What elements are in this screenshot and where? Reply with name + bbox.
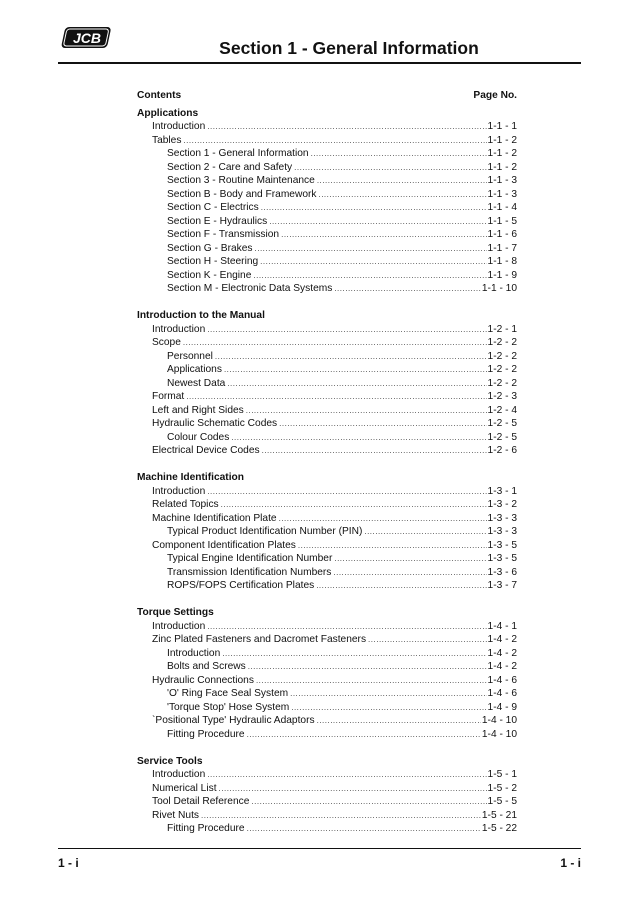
toc-entry-label: Section B - Body and Framework xyxy=(167,188,317,200)
toc-section-title: Service Tools xyxy=(137,755,203,767)
dot-leader xyxy=(186,390,486,404)
dot-leader xyxy=(317,714,481,728)
toc-section-title: Introduction to the Manual xyxy=(137,310,265,321)
toc-entry[interactable] xyxy=(137,620,517,634)
toc-entry[interactable] xyxy=(137,485,517,499)
toc-entry-page: 1-2 - 4 xyxy=(487,404,517,416)
toc-entry[interactable] xyxy=(137,377,517,391)
toc-entry-label: Colour Codes xyxy=(167,431,230,443)
toc-entry-label: Hydraulic Schematic Codes xyxy=(152,418,278,429)
toc-entry-label: Zinc Plated Fasteners and Dacromet Fasteners xyxy=(152,634,367,645)
toc-entry-label: Section F - Transmission xyxy=(167,229,280,240)
dot-leader xyxy=(281,228,486,242)
toc-entry-label: Hydraulic Connections xyxy=(152,674,254,686)
dot-leader xyxy=(224,363,487,377)
toc-section xyxy=(137,606,517,741)
toc-entry[interactable] xyxy=(137,809,517,823)
toc-entry-page: 1-1 - 6 xyxy=(487,229,517,240)
toc-entry-label: Section G - Brakes xyxy=(167,242,253,254)
toc-entry-label: Scope xyxy=(152,337,181,348)
toc-entry-page: 1-1 - 2 xyxy=(487,134,517,146)
toc-entry-label: Numerical List xyxy=(152,782,217,794)
toc-entry[interactable] xyxy=(137,579,517,593)
toc-entry-page: 1-5 - 2 xyxy=(487,782,517,794)
toc-entry-page: 1-4 - 10 xyxy=(481,715,517,726)
toc-entry-page: 1-4 - 6 xyxy=(487,674,517,686)
toc-entry-page: 1-2 - 2 xyxy=(487,350,517,362)
toc-entry[interactable] xyxy=(137,431,517,445)
dot-leader xyxy=(207,120,486,134)
dot-leader xyxy=(207,485,486,499)
toc-entry-page: 1-1 - 2 xyxy=(487,161,517,173)
dot-leader xyxy=(364,525,486,539)
toc-entry-page: 1-4 - 2 xyxy=(487,647,517,659)
toc-entry-label: Section K - Engine xyxy=(167,269,252,281)
dot-leader xyxy=(222,647,486,661)
toc-entry[interactable] xyxy=(137,134,517,148)
toc-entry-page: 1-3 - 1 xyxy=(487,485,517,497)
dot-leader xyxy=(251,795,486,809)
dot-leader xyxy=(262,444,487,458)
footer-page-left: 1 - i xyxy=(58,856,79,870)
toc-entry-page: 1-4 - 1 xyxy=(487,620,517,632)
dot-leader xyxy=(269,215,486,229)
toc-entry-label: Bolts and Screws xyxy=(167,661,246,672)
toc-entry-page: 1-4 - 9 xyxy=(487,701,517,713)
toc-entry[interactable] xyxy=(137,498,517,512)
toc-entry-page: 1-2 - 2 xyxy=(487,377,517,389)
footer-page-right: 1 - i xyxy=(560,856,581,870)
toc-entry-page: 1-5 - 22 xyxy=(481,823,517,834)
toc-entry-label: 'Torque Stop' Hose System xyxy=(167,701,290,713)
dot-leader xyxy=(294,161,486,175)
page-title: Section 1 - General Information xyxy=(219,38,479,58)
dot-leader xyxy=(183,134,486,148)
toc-entry-label: Electrical Device Codes xyxy=(152,445,260,456)
dot-leader xyxy=(316,579,486,593)
toc-entry-page: 1-1 - 5 xyxy=(487,215,517,227)
toc-entry-label: Introduction xyxy=(152,769,206,780)
toc-entry-page: 1-2 - 5 xyxy=(487,431,517,443)
toc-entry-label: Fitting Procedure xyxy=(167,728,245,740)
toc-sections xyxy=(137,107,517,836)
page-number-label: Page No. xyxy=(473,90,517,101)
dot-leader xyxy=(317,174,487,188)
dot-leader xyxy=(256,674,487,688)
toc-entry-page: 1-3 - 5 xyxy=(487,539,517,551)
toc-entry-page: 1-1 - 2 xyxy=(487,148,517,159)
dot-leader xyxy=(334,282,481,296)
toc-entry[interactable] xyxy=(137,363,517,377)
toc-section xyxy=(137,755,517,836)
toc-entry[interactable] xyxy=(137,687,517,701)
toc-entry-page: 1-2 - 2 xyxy=(487,337,517,348)
dot-leader xyxy=(253,269,486,283)
toc-entry[interactable] xyxy=(137,282,517,296)
dot-leader xyxy=(311,147,487,161)
toc-entry[interactable] xyxy=(137,512,517,526)
toc-entry[interactable] xyxy=(137,525,517,539)
table-of-contents xyxy=(137,89,517,849)
toc-entry-page: 1-1 - 9 xyxy=(487,269,517,281)
toc-entry-label: Format xyxy=(152,391,185,402)
toc-entry[interactable] xyxy=(137,566,517,580)
toc-entry[interactable] xyxy=(137,539,517,553)
toc-entry-label: Tables xyxy=(152,134,182,146)
toc-entry[interactable] xyxy=(137,822,517,836)
dot-leader xyxy=(279,417,486,431)
toc-entry[interactable] xyxy=(137,390,517,404)
toc-entry-label: Typical Product Identification Number (PIN) xyxy=(167,526,363,537)
toc-entry-page: 1-4 - 6 xyxy=(487,688,517,699)
toc-entry[interactable] xyxy=(137,323,517,337)
toc-section xyxy=(137,471,517,593)
toc-entry-label: Introduction xyxy=(152,323,206,335)
toc-entry-page: 1-3 - 3 xyxy=(487,512,517,524)
toc-entry[interactable] xyxy=(137,350,517,364)
toc-entry[interactable] xyxy=(137,552,517,566)
dot-leader xyxy=(246,404,487,418)
toc-entry-page: 1-1 - 8 xyxy=(487,256,517,267)
toc-entry[interactable] xyxy=(137,147,517,161)
dot-leader xyxy=(227,377,486,391)
toc-entry-label: Introduction xyxy=(152,620,206,632)
toc-entry-label: Fitting Procedure xyxy=(167,823,245,834)
toc-entry[interactable] xyxy=(137,188,517,202)
dot-leader xyxy=(201,809,481,823)
toc-entry-page: 1-1 - 10 xyxy=(481,283,517,294)
toc-entry-page: 1-4 - 2 xyxy=(487,634,517,645)
contents-label: Contents xyxy=(137,90,182,101)
toc-entry-label: Component Identification Plates xyxy=(152,539,296,551)
toc-header xyxy=(137,89,517,103)
toc-entry-page: 1-2 - 2 xyxy=(487,364,517,375)
toc-entry-page: 1-2 - 6 xyxy=(487,445,517,456)
dot-leader xyxy=(231,431,486,445)
toc-entry-page: 1-5 - 5 xyxy=(487,796,517,807)
toc-entry[interactable] xyxy=(137,444,517,458)
dot-leader xyxy=(334,552,486,566)
dot-leader xyxy=(279,512,487,526)
toc-entry[interactable] xyxy=(137,242,517,256)
toc-entry[interactable] xyxy=(137,701,517,715)
toc-entry[interactable] xyxy=(137,782,517,796)
dot-leader xyxy=(183,336,487,350)
toc-entry-page: 1-5 - 21 xyxy=(481,809,517,821)
toc-entry-page: 1-1 - 3 xyxy=(487,175,517,186)
dot-leader xyxy=(248,660,487,674)
toc-entry-page: 1-1 - 1 xyxy=(487,121,517,132)
toc-entry-label: Section M - Electronic Data Systems xyxy=(167,283,333,294)
svg-text:JCB: JCB xyxy=(72,30,102,46)
toc-entry[interactable] xyxy=(137,228,517,242)
toc-entry-label: Related Topics xyxy=(152,499,219,510)
toc-entry-page: 1-1 - 4 xyxy=(487,202,517,213)
toc-entry-label: Tool Detail Reference xyxy=(152,796,250,807)
toc-entry-page: 1-5 - 1 xyxy=(487,769,517,780)
toc-section-title: Applications xyxy=(137,107,199,119)
dot-leader xyxy=(368,633,487,647)
toc-section-title: Torque Settings xyxy=(137,607,214,618)
toc-entry-label: Rivet Nuts xyxy=(152,809,199,821)
toc-entry[interactable] xyxy=(137,174,517,188)
toc-entry[interactable] xyxy=(137,795,517,809)
toc-entry-page: 1-2 - 5 xyxy=(487,418,517,429)
toc-entry-label: Section H - Steering xyxy=(167,256,259,267)
toc-entry-page: 1-2 - 1 xyxy=(487,323,517,335)
toc-entry-page: 1-4 - 10 xyxy=(481,728,517,740)
toc-entry[interactable] xyxy=(137,660,517,674)
toc-entry[interactable] xyxy=(137,161,517,175)
toc-entry[interactable] xyxy=(137,404,517,418)
dot-leader xyxy=(291,701,486,715)
toc-entry[interactable] xyxy=(137,336,517,350)
footer-divider xyxy=(58,848,581,849)
dot-leader xyxy=(207,323,486,337)
toc-section xyxy=(137,309,517,458)
dot-leader xyxy=(219,782,487,796)
header-divider xyxy=(58,62,581,64)
toc-entry-page: 1-1 - 7 xyxy=(487,242,517,254)
toc-entry[interactable] xyxy=(137,269,517,283)
toc-entry-label: Section E - Hydraulics xyxy=(167,215,268,227)
toc-entry-label: `Positional Type' Hydraulic Adaptors xyxy=(152,715,315,726)
toc-entry-label: Typical Engine Identification Number xyxy=(167,553,333,564)
dot-leader xyxy=(207,768,486,782)
dot-leader xyxy=(261,201,487,215)
toc-entry-page: 1-4 - 2 xyxy=(487,661,517,672)
toc-entry-label: Machine Identification Plate xyxy=(152,512,277,524)
toc-entry-label: Section 1 - General Information xyxy=(167,148,309,159)
toc-entry-label: Section 2 - Care and Safety xyxy=(167,161,293,173)
dot-leader xyxy=(260,255,486,269)
toc-entry[interactable] xyxy=(137,120,517,134)
toc-entry-label: Introduction xyxy=(152,121,206,132)
dot-leader xyxy=(247,822,481,836)
toc-entry-label: Personnel xyxy=(167,350,213,362)
toc-entry-label: ROPS/FOPS Certification Plates xyxy=(167,580,315,591)
dot-leader xyxy=(333,566,486,580)
toc-entry-page: 1-1 - 3 xyxy=(487,188,517,200)
toc-entry-label: Left and Right Sides xyxy=(152,404,244,416)
dot-leader xyxy=(318,188,486,202)
toc-entry-page: 1-3 - 7 xyxy=(487,580,517,591)
toc-entry-label: Transmission Identification Numbers xyxy=(167,566,332,578)
toc-entry[interactable] xyxy=(137,215,517,229)
toc-entry[interactable] xyxy=(137,728,517,742)
toc-entry[interactable] xyxy=(137,201,517,215)
toc-entry[interactable] xyxy=(137,768,517,782)
toc-entry-page: 1-3 - 3 xyxy=(487,526,517,537)
dot-leader xyxy=(255,242,487,256)
toc-entry[interactable] xyxy=(137,714,517,728)
toc-section xyxy=(137,107,517,296)
toc-entry-label: 'O' Ring Face Seal System xyxy=(167,688,289,699)
dot-leader xyxy=(298,539,487,553)
dot-leader xyxy=(290,687,486,701)
toc-entry-label: Applications xyxy=(167,364,222,375)
toc-entry-label: Newest Data xyxy=(167,377,226,389)
toc-entry[interactable] xyxy=(137,647,517,661)
toc-entry[interactable] xyxy=(137,674,517,688)
toc-entry[interactable] xyxy=(137,417,517,431)
toc-entry-page: 1-2 - 3 xyxy=(487,391,517,402)
toc-entry[interactable] xyxy=(137,255,517,269)
toc-entry-label: Introduction xyxy=(152,485,206,497)
toc-entry-label: Section C - Electrics xyxy=(167,202,259,213)
toc-entry-label: Introduction xyxy=(167,647,221,659)
toc-entry-page: 1-3 - 5 xyxy=(487,553,517,564)
dot-leader xyxy=(247,728,481,742)
toc-entry[interactable] xyxy=(137,633,517,647)
toc-entry-label: Section 3 - Routine Maintenance xyxy=(167,175,315,186)
toc-entry-page: 1-3 - 2 xyxy=(487,499,517,510)
dot-leader xyxy=(207,620,486,634)
toc-section-title: Machine Identification xyxy=(137,472,244,483)
dot-leader xyxy=(221,498,487,512)
dot-leader xyxy=(215,350,487,364)
toc-entry-page: 1-3 - 6 xyxy=(487,566,517,578)
